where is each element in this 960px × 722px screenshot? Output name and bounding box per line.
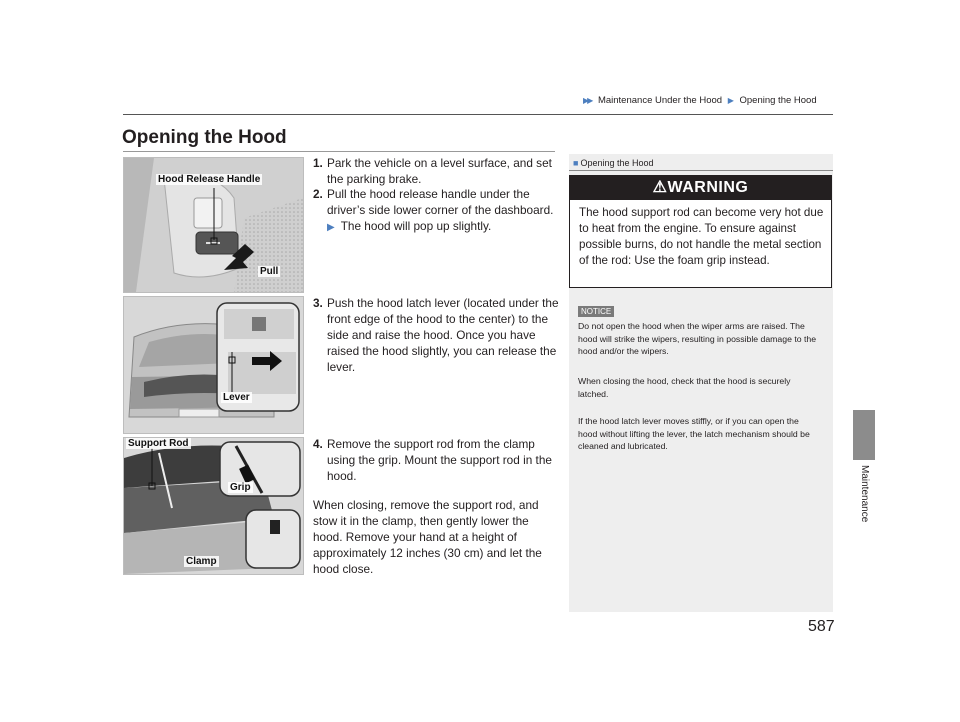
note-wipers: Do not open the hood when the wiper arms are raised. The hood will strike the wipers, resulting in possible damage to the hood and/or the wipers.	[578, 321, 817, 356]
title-rule	[123, 151, 555, 152]
breadcrumb-arrow-icon: ▶	[727, 96, 734, 105]
header-rule	[123, 114, 833, 115]
step-text: Park the vehicle on a level surface, and set the parking brake.	[327, 156, 552, 186]
step-1	[313, 155, 563, 187]
callout-pull: Pull	[260, 266, 279, 277]
step-3	[313, 295, 563, 375]
callout-grip: Grip	[230, 482, 251, 493]
step-2-result	[327, 219, 491, 233]
section-tab-text: Maintenance	[859, 465, 870, 523]
note-latch-lever: If the hood latch lever moves stiffly, or if you can open the hood without lifting the lever, the latch mechanism should be cleaned and lubricated.	[578, 416, 810, 451]
support-rod-illustration	[124, 438, 303, 574]
callout-hood-release-handle: Hood Release Handle	[158, 174, 261, 185]
figure-hood-latch-lever	[123, 296, 304, 434]
callout-support-rod: Support Rod	[128, 438, 189, 449]
step-text: Pull the hood release handle under the driver’s side lower corner of the dashboard.	[327, 187, 554, 217]
callout-lever: Lever	[223, 392, 250, 403]
breadcrumb-level2[interactable]: Opening the Hood	[739, 95, 817, 106]
step-4	[313, 436, 558, 484]
figure-support-rod	[123, 437, 304, 575]
step-2	[313, 186, 563, 218]
notice-badge: NOTICE	[578, 306, 614, 317]
step-text: Push the hood latch lever (located under the front edge of the hood to the center) to the side and raise the hood. Once you have raised the hood slightly, you can release the lever.	[327, 296, 559, 374]
result-arrow-icon: ▶	[327, 222, 335, 233]
breadcrumb-arrow-icon: ▶▶	[583, 96, 592, 105]
callout-clamp: Clamp	[186, 556, 217, 567]
breadcrumb-level1[interactable]: Maintenance Under the Hood	[597, 95, 723, 106]
note-latched: When closing the hood, check that the hood is securely latched.	[578, 376, 791, 399]
step-number: 1.	[313, 156, 323, 170]
side-note-heading-text: Opening the Hood	[580, 158, 654, 168]
warning-triangle-icon: ⚠	[652, 179, 668, 196]
side-note-heading	[573, 158, 654, 168]
section-tab-label	[852, 465, 876, 535]
page-title: Opening the Hood	[122, 127, 287, 148]
step-text: Remove the support rod from the clamp using the grip. Mount the support rod in the hood.	[327, 437, 552, 483]
section-tab[interactable]	[853, 410, 875, 460]
step-number: 4.	[313, 437, 323, 451]
latch-lever-illustration	[124, 297, 303, 433]
warning-header	[570, 176, 831, 200]
closing-instructions: When closing, remove the support rod, and stow it in the clamp, then gently lower the hood. Remove your hand at a height of approximately 12 inches (30 cm) and let the hood close.	[313, 498, 542, 576]
step-number: 2.	[313, 187, 323, 201]
warning-text: The hood support rod can become very hot due to heat from the engine. To ensure against possible burns, do not handle the metal section of the rod: Use the foam grip instead.	[579, 206, 824, 267]
step-2-result-text: The hood will pop up slightly.	[340, 219, 492, 233]
reference-icon: ■	[573, 158, 579, 168]
breadcrumb	[583, 95, 817, 106]
side-note-rule	[569, 170, 833, 171]
step-number: 3.	[313, 296, 323, 310]
page-number: 587	[808, 618, 835, 635]
warning-title: WARNING	[667, 179, 749, 196]
